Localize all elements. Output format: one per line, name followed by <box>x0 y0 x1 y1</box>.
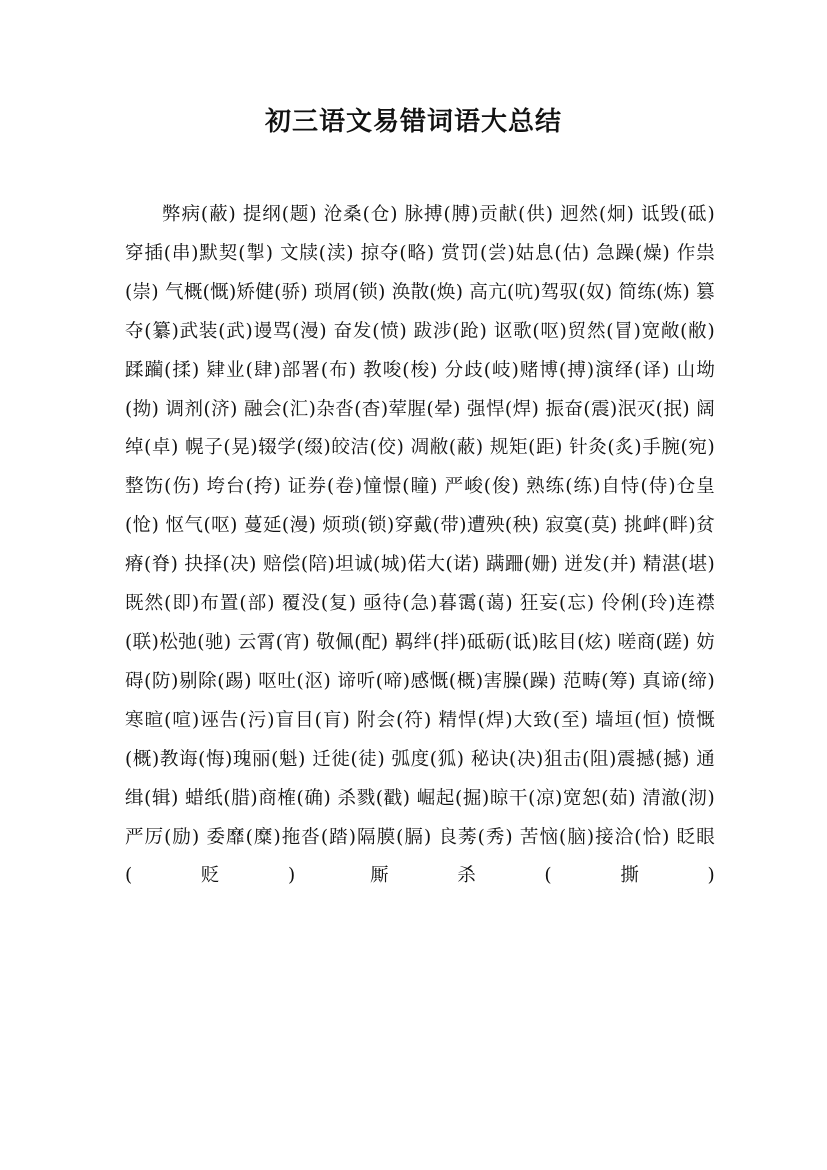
page-title: 初三语文易错词语大总结 <box>264 107 562 137</box>
word-list-paragraph: 弊病(蔽) 提纲(题) 沧桑(仓) 脉搏(膊)贡献(供) 迥然(炯) 诋毁(砥) 穿插(串)默契(掣) 文牍(渎) 掠夺(略) 赏罚(尝)姑息(估) 急躁(燥) 作祟(崇) 气概(慨)矫健(骄) 琐屑(锁) 涣散(焕) 高亢(吭)驾驭(奴) 简练(炼) 篡夺(纂)武装(武)谩骂(漫) 奋发(愤) 跋涉(跄) 讴歌(呕)贸然(冒)宽敞(敝) 蹂躏(揉) 肄业(肆)部署(布) 教唆(梭) 分歧(岐)赌博(搏)演绎(译) 山坳(拗) 调剂(济) 融会(汇)杂沓(杳)荤腥(晕) 强悍(焊) 振奋(震)泯灭(抿) 阔绰(卓) 幌子(晃)辍学(缀)皎洁(佼) 凋敝(蔽) 规矩(距) 针灸(炙)手腕(宛)整饬(伤) 垮台(挎) 证券(卷)憧憬(瞳) 严峻(俊) 熟练(练)自恃(侍)仓皇(怆) 怄气(呕) 蔓延(漫) 烦琐(锁)穿戴(带)遭殃(秧) 寂寞(莫) 挑衅(畔)贫瘠(脊) 抉择(决) 赔偿(陪)坦诚(城)偌大(诺) 蹒跚(姗) 迸发(并) 精湛(堪)既然(即)布置(部) 覆没(复) 亟待(急)暮霭(蔼) 狂妄(忘) 伶俐(玲)连襟(联)松弛(驰) 云霄(宵) 敬佩(配) 羁绊(拌)砥砺(诋)眩目(炫) 嗟商(蹉) 妨碍(防)剔除(踢) 呕吐(沤) 谛听(啼)感慨(概)害臊(躁) 范畴(筹) 真谛(缔) 寒暄(喧)诬告(污)盲目(肓) 附会(符) 精悍(焊)大致(至) 墙垣(恒) 愤慨(概)教诲(悔)瑰丽(魁) 迁徙(徒) 弧度(狐) 秘诀(决)狙击(阻)震撼(撼) 通缉(辑) 蜡纸(腊)商榷(确) 杀戮(戳) 崛起(掘)晾干(凉)宽恕(茹) 清澈(沏) 严厉(励) 委靡(糜)拖沓(踏)隔膜(膈) 良莠(秀) 苦恼(脑)接洽(恰) 眨眼(贬) 厮杀(撕) <box>125 204 715 887</box>
